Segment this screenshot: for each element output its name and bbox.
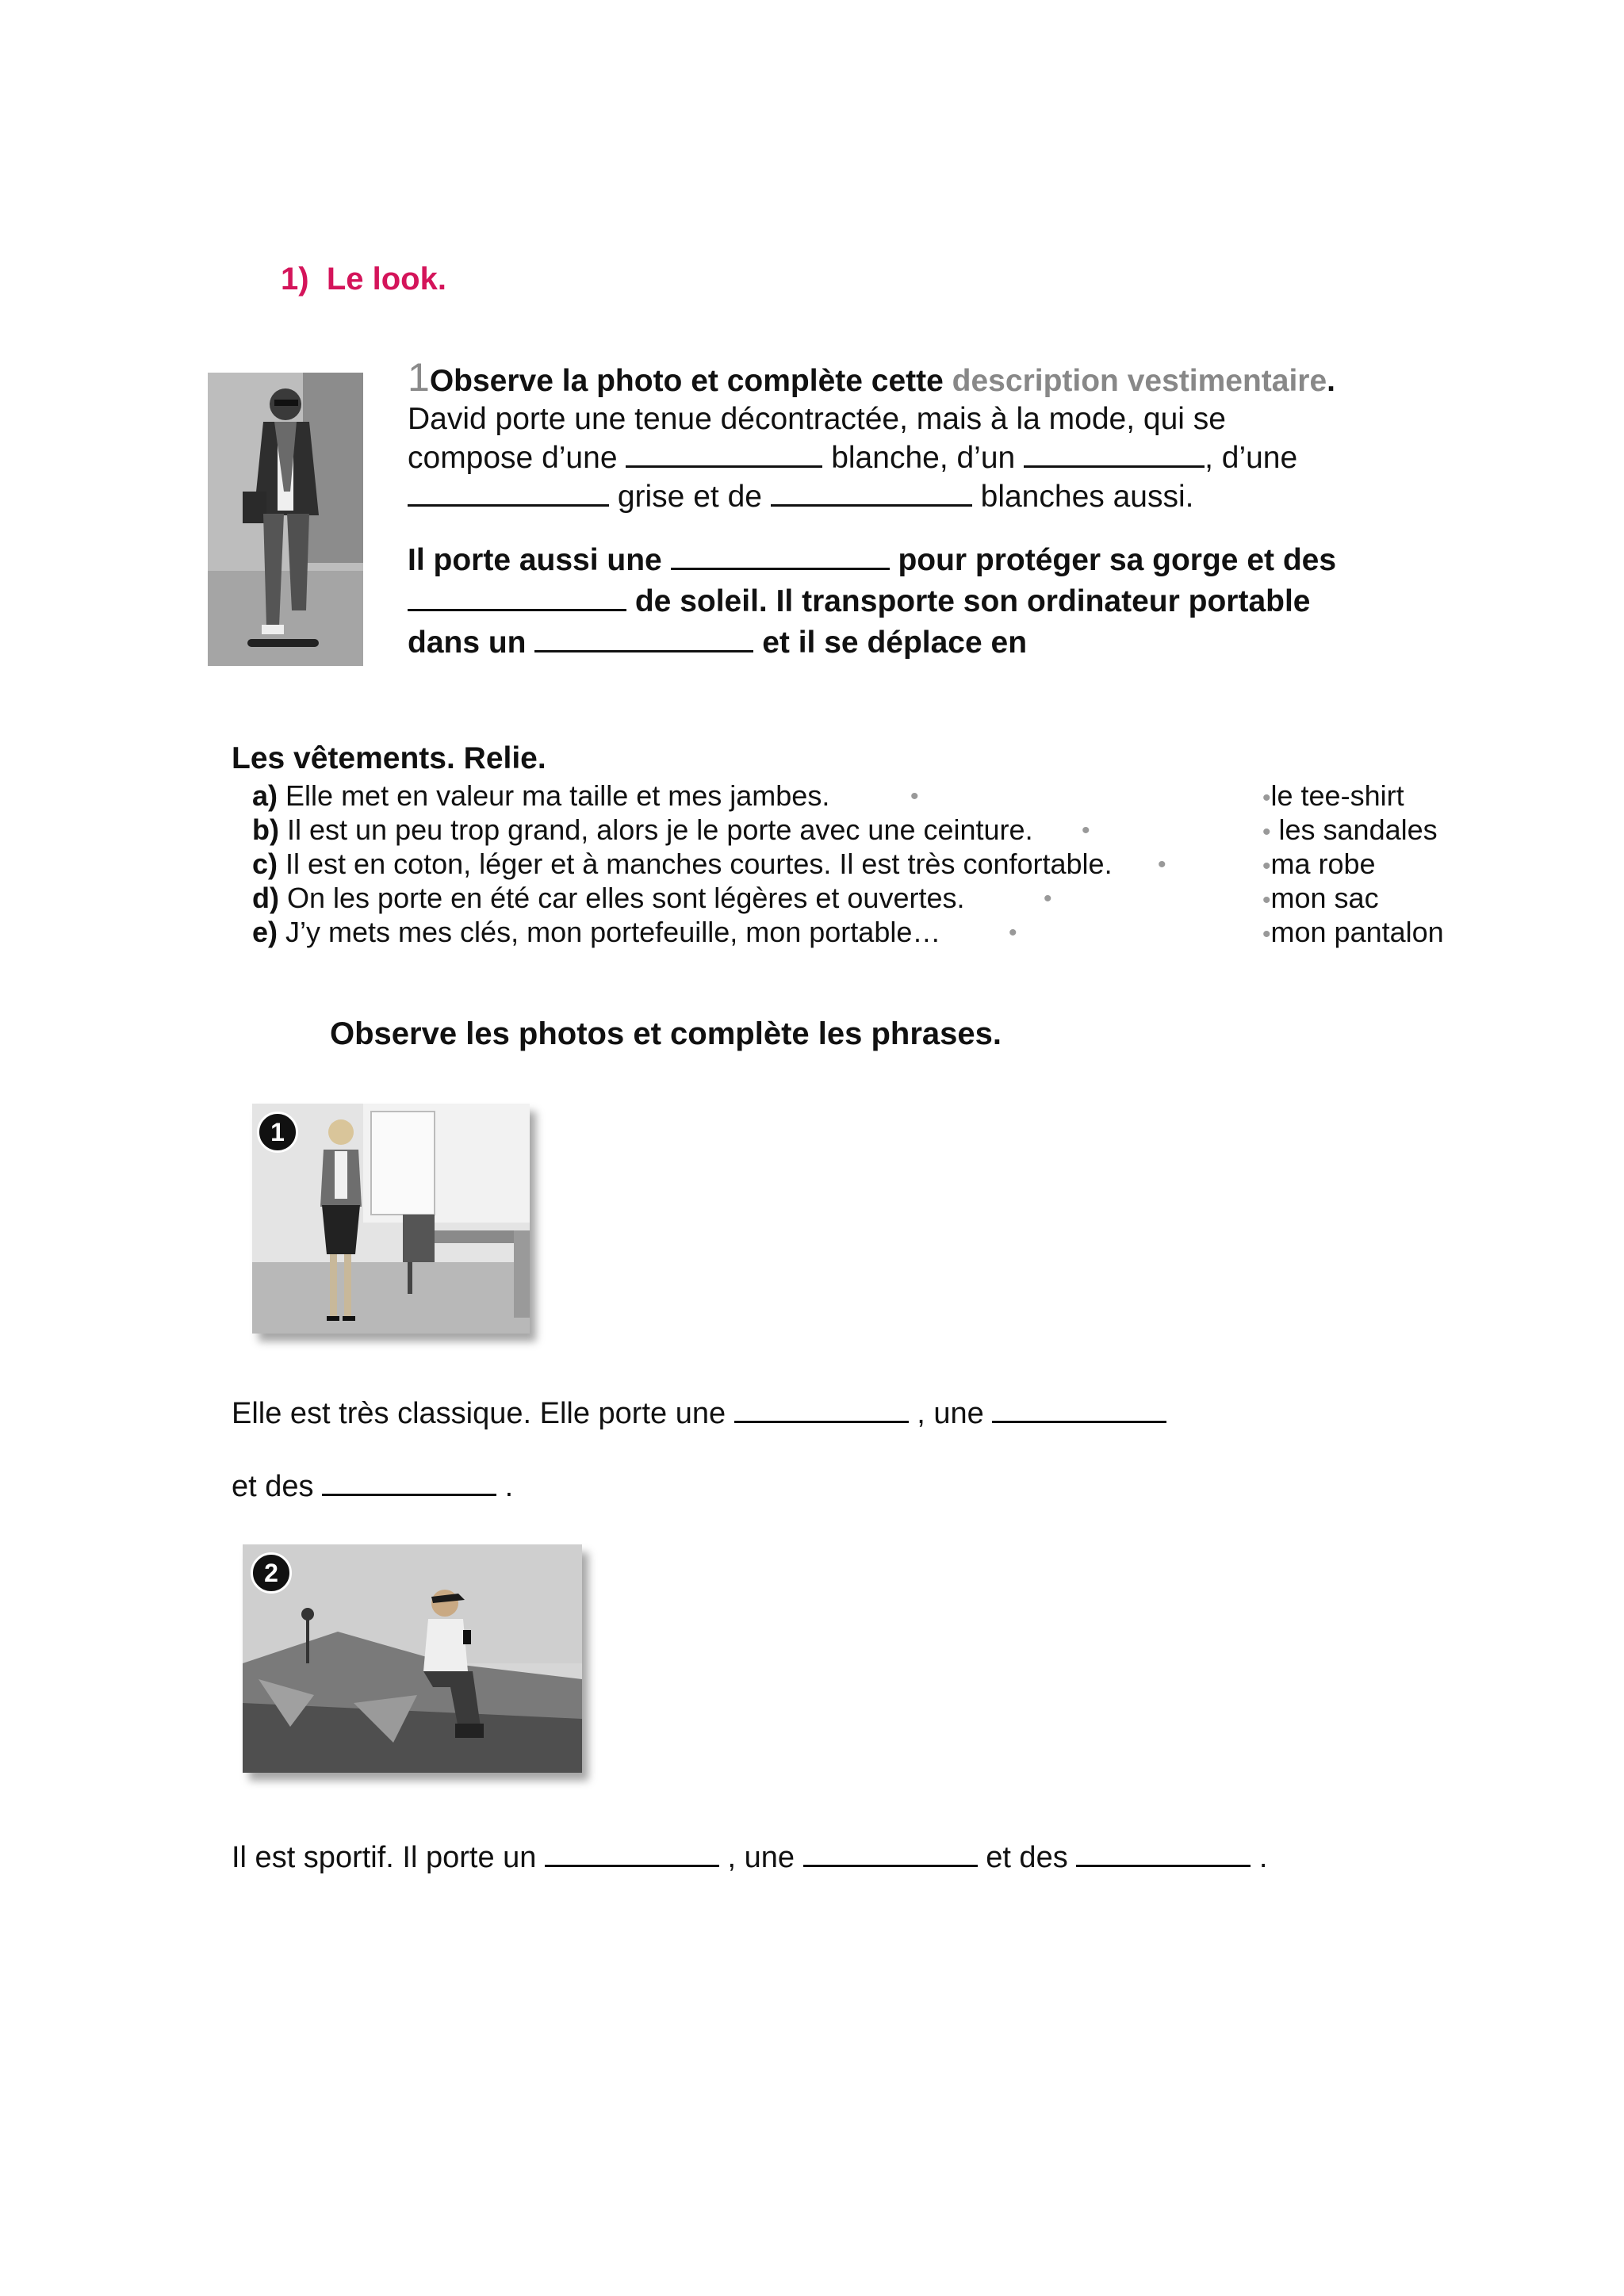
match-dot: • (1262, 921, 1271, 947)
item-text: les sandales (1270, 813, 1438, 846)
item-letter: e) (252, 916, 278, 948)
match-dot[interactable]: • (1044, 886, 1052, 912)
blank-field[interactable] (408, 582, 626, 611)
match-left-item (252, 915, 940, 950)
exercise-1-line-2c: , d’une (1205, 441, 1298, 475)
exercise-1-heading-end: . (1327, 364, 1336, 398)
exercise-1-line-2a: compose d’une (408, 441, 618, 475)
match-right-item[interactable] (1262, 881, 1379, 918)
sentence-text: Elle est très classique. Elle porte une (232, 1397, 726, 1430)
sentence-text: Il est sportif. Il porte un (232, 1841, 537, 1874)
match-dot: • (1262, 819, 1271, 845)
blank-field[interactable] (534, 623, 753, 652)
match-dot: • (1262, 887, 1271, 913)
blank-field[interactable] (671, 541, 890, 570)
match-left-item (252, 881, 964, 916)
match-left-item (252, 847, 1113, 882)
exercise-2-title (232, 741, 546, 776)
item-text: Il est en coton, léger et à manches courtes. Il est très confortable. (285, 848, 1113, 880)
section-title-text: Le look. (326, 262, 446, 297)
section-title (281, 262, 446, 297)
item-letter: a) (252, 779, 278, 812)
blank-field[interactable] (1024, 438, 1205, 468)
blank-field[interactable] (408, 477, 609, 507)
match-right-item[interactable] (1262, 779, 1404, 816)
item-text: Il est un peu trop grand, alors je le porte avec une ceinture. (287, 813, 1033, 846)
item-text: Elle met en valeur ma taille et mes jambes. (285, 779, 830, 812)
item-text: ma robe (1270, 848, 1376, 880)
sentence-text: , une (917, 1397, 984, 1430)
exercise-1-bold-1a: Il porte aussi une (408, 543, 662, 577)
exercise-1-bold-paragraph (408, 540, 1438, 664)
match-dot[interactable]: • (1158, 851, 1166, 878)
blank-field[interactable] (734, 1394, 909, 1423)
exercise-1-line-1: David porte une tenue décontractée, mais à la mode, qui se (408, 402, 1226, 436)
sentence-text: . (504, 1470, 514, 1503)
sentence-1 (232, 1394, 1166, 1431)
blank-field[interactable] (545, 1838, 719, 1867)
blank-field[interactable] (992, 1394, 1166, 1423)
exercise-1-heading-bold: Observe la photo et complète cette (429, 364, 944, 398)
exercise-2-title-grey: Les vêtements. (232, 741, 455, 775)
item-text: mon sac (1270, 882, 1379, 914)
item-text: J’y mets mes clés, mon portefeuille, mon portable… (285, 916, 941, 948)
exercise-1-bold-3b: et il se déplace en (762, 626, 1028, 660)
match-dot[interactable]: • (1009, 920, 1017, 946)
exercise-1-line-2 (408, 438, 1438, 477)
exercise-1-bold-3a: dans un (408, 626, 527, 660)
exercise-1 (408, 355, 1438, 664)
sentence-2 (232, 1467, 513, 1504)
exercise-1-bold-1b: pour protéger sa gorge et des (898, 543, 1337, 577)
sentence-3 (232, 1838, 1267, 1875)
exercise-1-line-3a: grise et de (617, 480, 762, 514)
match-dot: • (1262, 785, 1271, 811)
item-text: mon pantalon (1270, 916, 1444, 948)
blank-field[interactable] (771, 477, 972, 507)
blank-field[interactable] (803, 1838, 978, 1867)
match-right-item[interactable] (1262, 915, 1444, 952)
exercise-1-line-3b: blanches aussi. (980, 480, 1194, 514)
exercise-1-heading (408, 355, 1438, 400)
exercise-1-heading-grey: description vestimentaire (952, 364, 1327, 398)
exercise-3-title: Observe les photos et complète les phrases. (330, 1016, 1002, 1051)
match-left-item (252, 813, 1033, 848)
item-letter: c) (252, 848, 278, 880)
match-dot[interactable]: • (910, 783, 919, 809)
sentence-text: et des (232, 1470, 314, 1503)
blank-field[interactable] (322, 1467, 496, 1496)
exercise-1-bold-2a: de soleil. Il transporte son ordinateur portable (634, 584, 1311, 618)
match-left-item (252, 779, 829, 813)
match-right-item[interactable] (1262, 813, 1438, 850)
photo-1-badge: 1 (257, 1112, 298, 1153)
exercise-2-title-bold: Relie. (463, 741, 546, 775)
photo-1-woman-office (252, 1104, 530, 1334)
sentence-text: . (1258, 1841, 1268, 1874)
blank-field[interactable] (626, 438, 822, 468)
section-number: 1) (281, 262, 309, 297)
item-text: On les porte en été car elles sont légères et ouvertes. (287, 882, 965, 914)
blank-field[interactable] (1076, 1838, 1251, 1867)
sentence-text: , une (727, 1841, 795, 1874)
match-dot: • (1262, 853, 1271, 879)
exercise-1-number: 1 (408, 355, 430, 400)
item-letter: d) (252, 882, 279, 914)
item-letter: b) (252, 813, 279, 846)
photo-david-skateboard (208, 373, 363, 666)
exercise-1-line-3 (408, 477, 1438, 516)
exercise-1-line-2b: blanche, d’un (831, 441, 1016, 475)
match-dot[interactable]: • (1082, 817, 1090, 844)
sentence-text: et des (986, 1841, 1068, 1874)
match-right-item[interactable] (1262, 847, 1376, 884)
item-text: le tee-shirt (1270, 779, 1404, 812)
photo-2-sporty-man (243, 1544, 582, 1773)
photo-2-badge: 2 (251, 1552, 292, 1594)
